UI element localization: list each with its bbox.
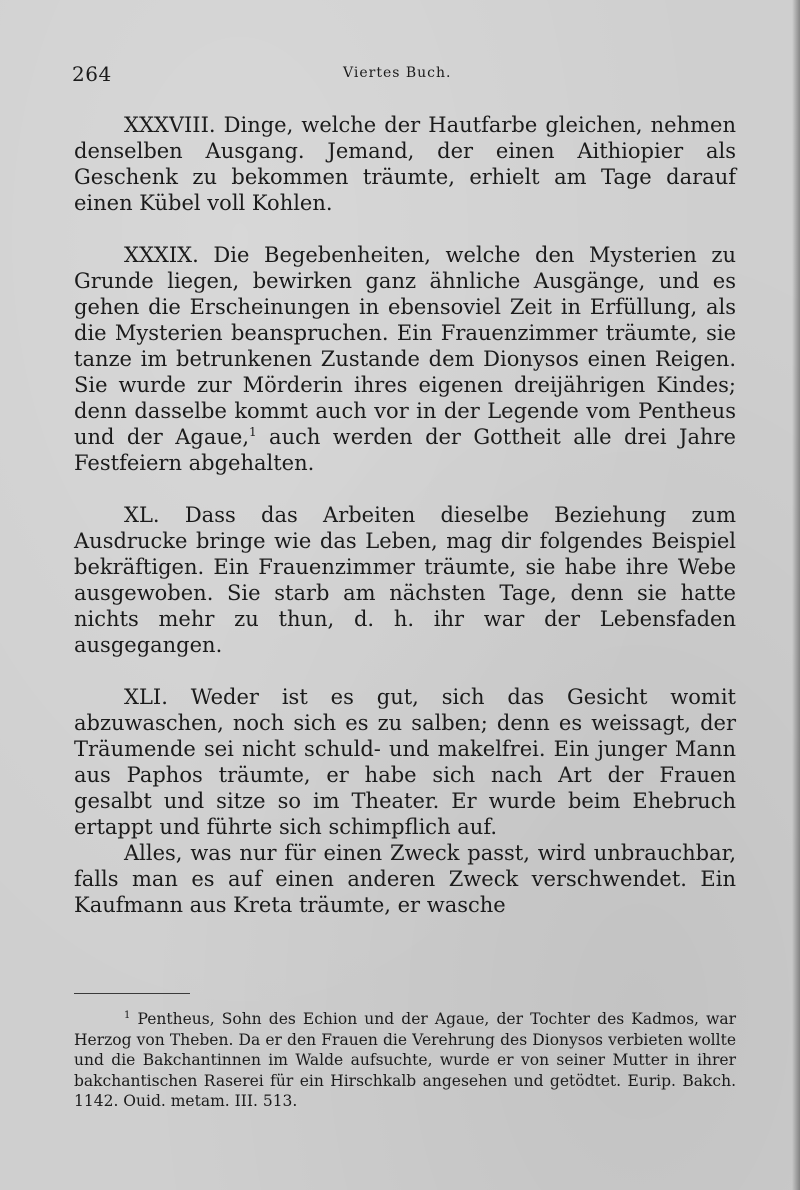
footnote-text: Pentheus, Sohn des Echion und der Agaue, der Tochter des Kadmos, war Herzog von Theben. Da er den Frauen die Verehrung des Dionysos verbieten wollte und die Bakchantinnen im Walde aufsuchte, wurde er von seiner Mutter in ihrer bakchantischen Raserei für ein Hirschkalb angesehen und getödtet. Eurip. Bakch. 1142. Ouid. metam. III. 513. (74, 1010, 736, 1110)
running-title: Viertes Buch. (343, 65, 452, 81)
paragraph-xxxix-continuation: auch werden der Gottheit alle drei Jahre Festfeiern abgehalten. (74, 425, 736, 475)
paragraph-alles: Alles, was nur für einen Zweck passt, wird unbrauchbar, falls man es auf einen anderen Zweck verschwendet. Ein Kaufmann aus Kreta träumte, er wasche (74, 841, 736, 917)
footnote-marker: 1 (124, 1010, 131, 1021)
footnote-divider (74, 993, 190, 994)
main-text (74, 112, 736, 918)
page-number: 264 (72, 62, 112, 86)
paragraph-xli: XLI. Weder ist es gut, sich das Gesicht womit abzuwaschen, noch sich es zu salben; denn es weissagt, der Träumende sei nicht schuld- und makelfrei. Ein junger Mann aus Paphos träumte, er habe sich nach Art der Frauen gesalbt und sitze so im Theater. Er wurde beim Ehebruch ertappt und führte sich schimpflich auf. (74, 685, 736, 839)
paragraph-xl: XL. Dass das Arbeiten dieselbe Beziehung zum Ausdrucke bringe wie das Leben, mag dir folgendes Beispiel bekräftigen. Ein Frauenzimmer träumte, sie habe ihre Webe ausgewoben. Sie starb am nächsten Tage, denn sie hatte nichts mehr zu thun, d. h. ihr war der Lebensfaden ausgegangen. (74, 503, 736, 657)
footnote (74, 1009, 736, 1112)
page-header (72, 62, 730, 86)
footnote-reference[interactable]: 1 (249, 425, 257, 439)
paragraph-xxxix (74, 242, 736, 476)
paragraph-xxxix-text: XXXIX. Die Begebenheiten, welche den Mysterien zu Grunde liegen, bewirken ganz ähnliche Ausgänge, und es gehen die Erscheinungen in ebensoviel Zeit in Erfüllung, als die Mysterien beanspruchen. Ein Frauenzimmer träumte, sie tanze im betrunkenen Zustande dem Dionysos einen Reigen. Sie wurde zur Mörderin ihres eigenen dreijährigen Kindes; denn dasselbe kommt auch vor in der Legende vom Pentheus und der Agaue, (74, 243, 736, 449)
paragraph-xxxviii: XXXVIII. Dinge, welche der Hautfarbe gleichen, nehmen denselben Ausgang. Jemand, der einen Aithiopier als Geschenk zu bekommen träumte, erhielt am Tage darauf einen Kübel voll Kohlen. (74, 113, 736, 215)
